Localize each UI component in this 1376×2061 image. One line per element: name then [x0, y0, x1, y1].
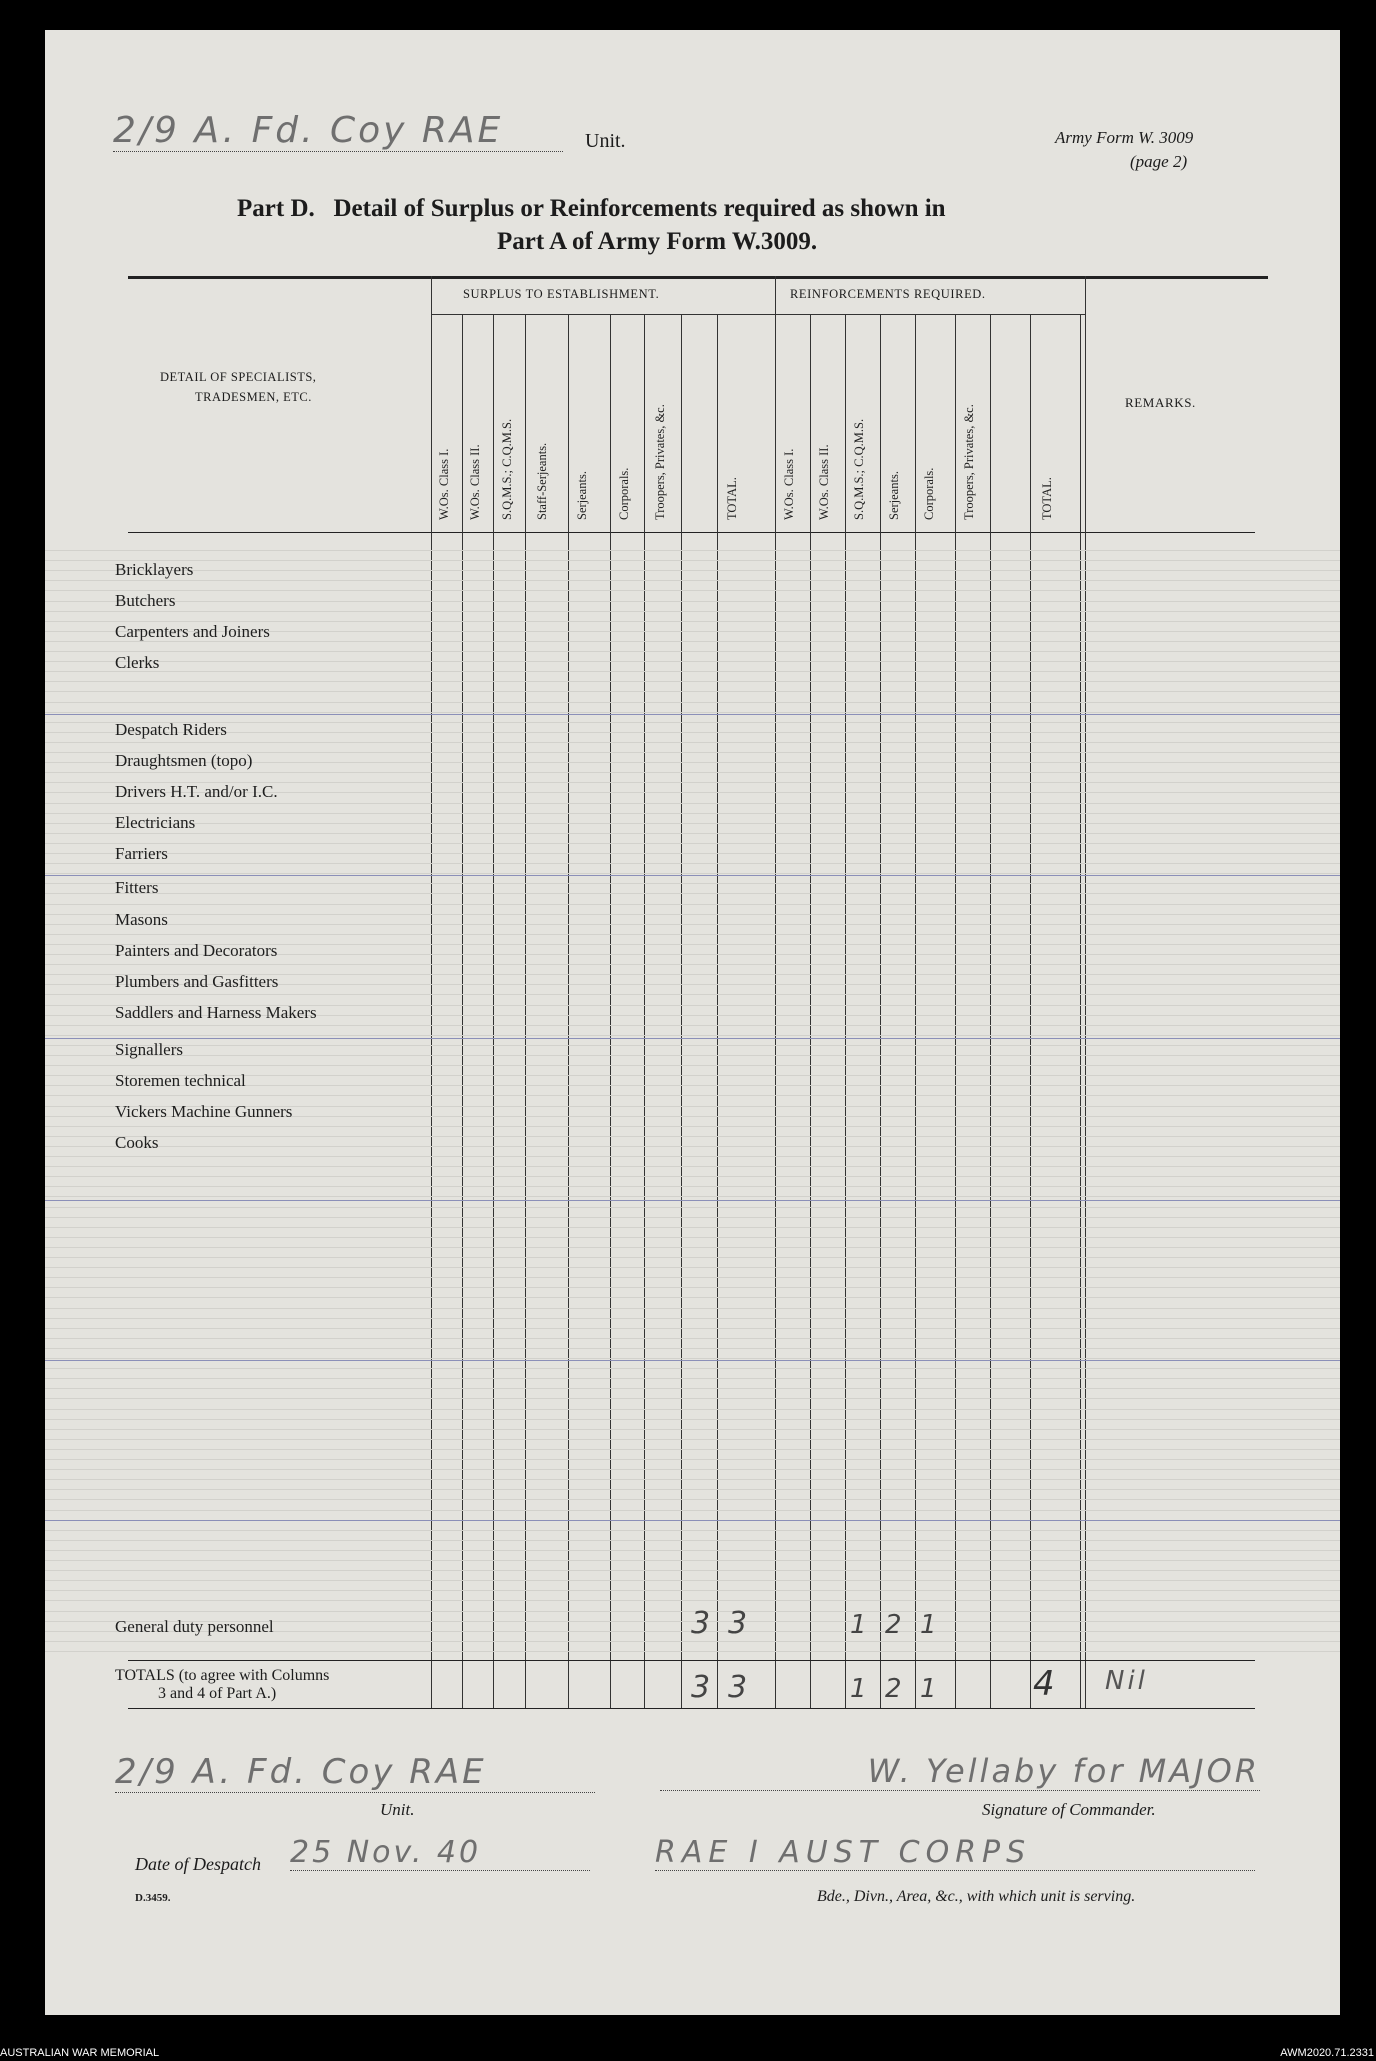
ruled-line: [45, 904, 1340, 905]
ruled-line: [45, 742, 1340, 743]
ruled-line: [45, 1287, 1340, 1288]
ruled-line: [45, 1429, 1340, 1430]
ruled-line: [45, 964, 1340, 965]
totals-label-line-1: TOTALS (to agree with Columns: [115, 1667, 330, 1684]
row-label: Cooks: [115, 1133, 159, 1152]
reinforcements-column-header: Serjeants.: [887, 471, 901, 520]
ruled-line: [45, 1409, 1340, 1410]
ruled-line: [45, 934, 1340, 935]
row-label: Storemen technical: [115, 1071, 246, 1090]
surplus-column-header: TOTAL.: [725, 477, 739, 520]
ruled-line: [45, 1146, 1340, 1147]
form-sheet: [45, 30, 1340, 2015]
column-rule: [1085, 276, 1086, 1708]
total-reinf-serjeants: 2: [885, 1674, 905, 1704]
total-surplus-troopers: 3: [691, 1670, 714, 1705]
column-rule: [431, 276, 432, 1708]
ruled-line: [45, 1358, 1340, 1359]
footer-unit-handwritten: 2/9 A. Fd. Coy RAE: [115, 1752, 595, 1793]
form-reference: Army Form W. 3009: [1055, 128, 1194, 147]
row-label: Farriers: [115, 844, 168, 863]
ruled-line: [45, 1186, 1340, 1187]
ruled-line: [45, 580, 1340, 581]
reinforcements-column-header: Troopers, Privates, &c.: [962, 404, 976, 520]
form-code: D.3459.: [135, 1892, 171, 1904]
row-label: Vickers Machine Gunners: [115, 1102, 293, 1121]
ruled-line: [45, 1277, 1340, 1278]
section-rule: [45, 1520, 1340, 1521]
ruled-line: [45, 1550, 1340, 1551]
ruled-line: [45, 1065, 1340, 1066]
surplus-column-header: W.Os. Class II.: [468, 444, 482, 520]
reinforcements-column-header: W.Os. Class II.: [817, 444, 831, 520]
remarks-header: REMARKS.: [1125, 395, 1196, 410]
archive-left-caption: AUSTRALIAN WAR MEMORIAL: [0, 2047, 160, 2059]
ruled-line: [45, 702, 1340, 703]
ruled-line: [45, 813, 1340, 814]
ruled-line: [45, 651, 1340, 652]
general-duty-label: General duty personnel: [115, 1617, 274, 1636]
totals-bottom-rule: [128, 1708, 1255, 1709]
table-top-rule: [128, 276, 1268, 279]
section-rule: [45, 1200, 1340, 1201]
row-label: Drivers H.T. and/or I.C.: [115, 782, 278, 801]
ruled-line: [45, 1095, 1340, 1096]
ruled-line: [45, 823, 1340, 824]
ruled-line: [45, 853, 1340, 854]
ruled-line: [45, 1479, 1340, 1480]
ruled-line: [45, 1368, 1340, 1369]
formation-handwritten: RAE I AUST CORPS: [655, 1835, 1255, 1871]
row-label: Butchers: [115, 591, 176, 610]
total-reinf-total: 4: [1033, 1664, 1058, 1704]
formation-label: Bde., Divn., Area, &c., with which unit is serving.: [817, 1888, 1136, 1905]
reinforcements-group-rule: [775, 314, 1085, 315]
ruled-line: [45, 1338, 1340, 1339]
ruled-line: [45, 1449, 1340, 1450]
row-label: Painters and Decorators: [115, 941, 278, 960]
ruled-line: [45, 1469, 1340, 1470]
section-rule: [45, 714, 1340, 715]
form-title-line-2: Part A of Army Form W.3009.: [497, 228, 818, 255]
ruled-line: [45, 691, 1340, 692]
reinforcements-column-header: S.Q.M.S.; C.Q.M.S.: [852, 418, 866, 520]
surplus-group-rule: [432, 314, 775, 315]
row-label: Fitters: [115, 878, 159, 897]
reinforcements-header: REINFORCEMENTS REQUIRED.: [790, 287, 986, 301]
signature-label: Signature of Commander.: [982, 1800, 1156, 1819]
ruled-line: [45, 1297, 1340, 1298]
ruled-line: [45, 1570, 1340, 1571]
ruled-line: [45, 1560, 1340, 1561]
section-rule: [45, 1038, 1340, 1039]
surplus-column-header: Corporals.: [617, 467, 631, 520]
ruled-line: [45, 570, 1340, 571]
reinforcements-column-header: W.Os. Class I.: [782, 448, 796, 520]
ruled-line: [45, 1580, 1340, 1581]
gd-surplus-troopers: 3: [691, 1606, 714, 1641]
column-rule: [775, 276, 776, 1708]
ruled-line: [45, 1257, 1340, 1258]
surplus-column-header: Staff-Serjeants.: [535, 442, 549, 520]
ruled-line: [45, 1166, 1340, 1167]
gd-reinf-sqms: 1: [850, 1610, 870, 1640]
archive-caption-bar: [0, 2047, 1376, 2061]
totals-top-rule: [128, 1660, 1255, 1661]
ruled-line: [45, 883, 1340, 884]
ruled-line: [45, 1499, 1340, 1500]
ruled-line: [45, 893, 1340, 894]
row-label: Saddlers and Harness Makers: [115, 1003, 317, 1022]
remarks-value: Nil: [1105, 1666, 1148, 1696]
ruled-line: [45, 681, 1340, 682]
row-label: Draughtsmen (topo): [115, 751, 253, 770]
surplus-header: SURPLUS TO ESTABLISHMENT.: [463, 287, 660, 301]
ruled-line: [45, 1378, 1340, 1379]
row-label: Masons: [115, 910, 168, 929]
ruled-line: [45, 1590, 1340, 1591]
ruled-line: [45, 994, 1340, 995]
ruled-line: [45, 661, 1340, 662]
ruled-line: [45, 1459, 1340, 1460]
ruled-line: [45, 1398, 1340, 1399]
form-title-line-1: Part D. Detail of Surplus or Reinforcements required as shown in: [237, 195, 946, 222]
detail-header-line-1: DETAIL OF SPECIALISTS,: [160, 370, 317, 384]
archive-right-caption: AWM2020.71.2331: [1280, 2047, 1374, 2059]
unit-label: Unit.: [585, 130, 626, 152]
ruled-line: [45, 1530, 1340, 1531]
ruled-line: [45, 1156, 1340, 1157]
row-label: Clerks: [115, 653, 160, 672]
date-label: Date of Despatch: [135, 1854, 261, 1874]
row-label: Electricians: [115, 813, 196, 832]
ruled-line: [45, 1540, 1340, 1541]
ruled-line: [45, 560, 1340, 561]
surplus-column-header: Troopers, Privates, &c.: [653, 404, 667, 520]
total-reinf-corporals: 1: [920, 1674, 940, 1704]
ruled-line: [45, 1651, 1340, 1652]
ruled-line: [45, 1227, 1340, 1228]
ruled-line: [45, 550, 1340, 551]
total-surplus-total: 3: [728, 1670, 751, 1705]
ruled-line: [45, 1196, 1340, 1197]
date-handwritten: 25 Nov. 40: [290, 1835, 590, 1871]
ruled-line: [45, 1348, 1340, 1349]
section-rule: [45, 875, 1340, 876]
ruled-line: [45, 833, 1340, 834]
ruled-line: [45, 1176, 1340, 1177]
ruled-line: [45, 1318, 1340, 1319]
ruled-line: [45, 1237, 1340, 1238]
row-label: Carpenters and Joiners: [115, 622, 270, 641]
surplus-column-header: Serjeants.: [575, 471, 589, 520]
ruled-line: [45, 1419, 1340, 1420]
ruled-line: [45, 1025, 1340, 1026]
ruled-line: [45, 671, 1340, 672]
page-reference: (page 2): [1130, 152, 1188, 171]
ruled-line: [45, 601, 1340, 602]
ruled-line: [45, 590, 1340, 591]
ruled-line: [45, 1035, 1340, 1036]
unit-handwritten: 2/9 A. Fd. Coy RAE: [113, 110, 563, 152]
reinforcements-column-header: TOTAL.: [1040, 477, 1054, 520]
ruled-line: [45, 1600, 1340, 1601]
ruled-line: [45, 1126, 1340, 1127]
gd-reinf-serjeants: 2: [885, 1610, 905, 1640]
detail-header-line-2: TRADESMEN, ETC.: [195, 390, 312, 404]
ruled-line: [45, 1489, 1340, 1490]
surplus-column-header: W.Os. Class I.: [437, 448, 451, 520]
ruled-line: [45, 732, 1340, 733]
row-label: Bricklayers: [115, 560, 194, 579]
totals-label-line-2: 3 and 4 of Part A.): [158, 1685, 277, 1702]
ruled-line: [45, 914, 1340, 915]
ruled-line: [45, 1207, 1340, 1208]
ruled-line: [45, 712, 1340, 713]
gd-reinf-corporals: 1: [920, 1610, 940, 1640]
ruled-line: [45, 611, 1340, 612]
ruled-line: [45, 1510, 1340, 1511]
ruled-line: [45, 1247, 1340, 1248]
row-label: Plumbers and Gasfitters: [115, 972, 279, 991]
ruled-line: [45, 924, 1340, 925]
ruled-line: [45, 843, 1340, 844]
ruled-line: [45, 863, 1340, 864]
total-reinf-sqms: 1: [850, 1674, 870, 1704]
ruled-line: [45, 1388, 1340, 1389]
ruled-line: [45, 1136, 1340, 1137]
gd-surplus-total: 3: [728, 1606, 751, 1641]
ruled-line: [45, 1267, 1340, 1268]
ruled-line: [45, 1308, 1340, 1309]
surplus-column-header: S.Q.M.S.; C.Q.M.S.: [500, 418, 514, 520]
ruled-line: [45, 1055, 1340, 1056]
signature-handwritten: W. Yellaby for MAJOR: [660, 1752, 1260, 1791]
row-label: Despatch Riders: [115, 720, 227, 739]
ruled-line: [45, 772, 1340, 773]
reinforcements-column-header: Corporals.: [922, 467, 936, 520]
row-label: Signallers: [115, 1040, 183, 1059]
section-rule: [45, 1360, 1340, 1361]
ruled-line: [45, 1217, 1340, 1218]
ruled-line: [45, 803, 1340, 804]
ruled-line: [45, 1439, 1340, 1440]
ruled-line: [45, 1045, 1340, 1046]
ruled-line: [45, 1328, 1340, 1329]
ruled-line: [45, 722, 1340, 723]
footer-unit-label: Unit.: [380, 1800, 415, 1819]
